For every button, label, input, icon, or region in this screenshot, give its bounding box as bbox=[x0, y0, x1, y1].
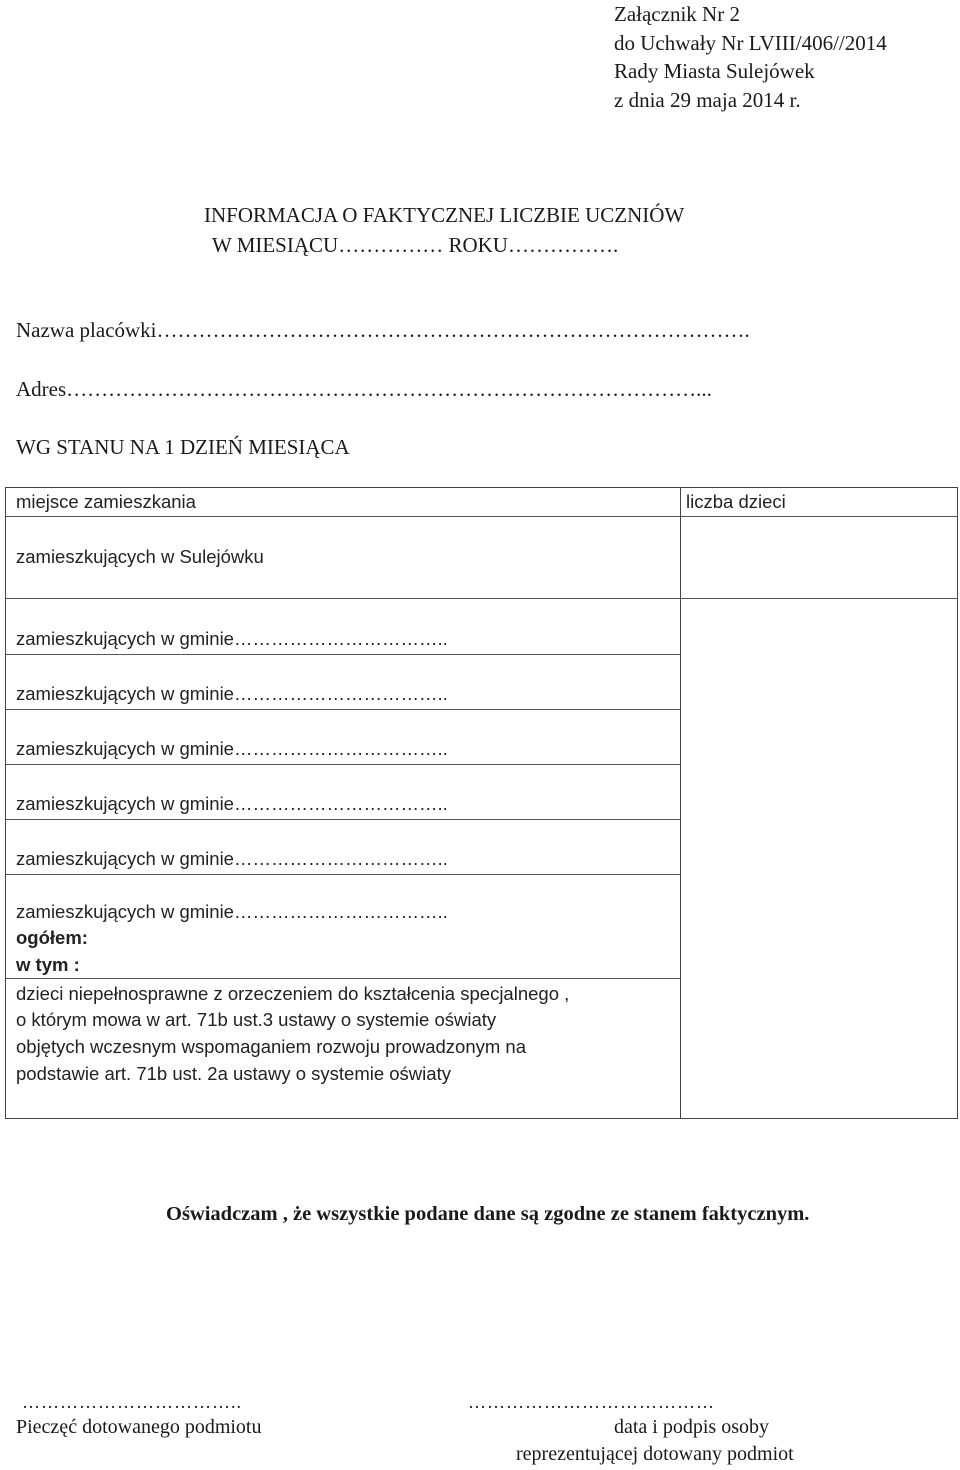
row-sulejowek: zamieszkujących w Sulejówku bbox=[16, 546, 264, 567]
address-field bbox=[16, 377, 712, 402]
row-divider bbox=[6, 709, 680, 710]
row-divider bbox=[6, 819, 680, 820]
institution-name-label: Nazwa placówki bbox=[16, 318, 157, 342]
document-title: INFORMACJA O FAKTYCZNEJ LICZBIE UCZNIÓW bbox=[204, 203, 685, 227]
row-gmina[interactable]: zamieszkujących w gminie…………………………….. bbox=[16, 628, 448, 649]
address-blank[interactable]: ………………………………………………………………………………... bbox=[66, 377, 712, 401]
row-divider bbox=[6, 874, 680, 875]
declaration-statement: Oświadczam , że wszystkie podane dane są zgodne ze stanem faktycznym. bbox=[166, 1203, 810, 1225]
children-count-table bbox=[5, 487, 958, 1119]
annex-number: Załącznik Nr 2 bbox=[614, 2, 740, 26]
early-support-line2: podstawie art. 71b ust. 2a ustawy o systemie oświaty bbox=[16, 1063, 451, 1084]
row-gmina[interactable]: zamieszkujących w gminie…………………………….. bbox=[16, 848, 448, 869]
annex-council: Rady Miasta Sulejówek bbox=[614, 59, 815, 83]
row-divider bbox=[6, 516, 957, 517]
month-blank[interactable]: …………… bbox=[338, 233, 444, 257]
header-children-count: liczba dzieci bbox=[686, 491, 786, 512]
annex-resolution: do Uchwały Nr LVIII/406//2014 bbox=[614, 30, 887, 55]
annex-header bbox=[614, 0, 887, 114]
stamp-label: Pieczęć dotowanego podmiotu bbox=[16, 1416, 262, 1438]
year-blank[interactable]: ……………. bbox=[507, 233, 619, 257]
row-divider bbox=[6, 978, 680, 979]
header-residence: miejsce zamieszkania bbox=[16, 491, 196, 512]
signature-blank[interactable]: ………………………………… bbox=[468, 1392, 715, 1412]
address-label: Adres bbox=[16, 377, 67, 401]
document-subtitle bbox=[212, 233, 618, 258]
institution-name-blank[interactable]: …………………………………………………………………………. bbox=[156, 318, 750, 342]
row-gmina[interactable]: zamieszkujących w gminie…………………………….. bbox=[16, 901, 448, 922]
row-gmina[interactable]: zamieszkujących w gminie…………………………….. bbox=[16, 683, 448, 704]
total-label: ogółem: bbox=[16, 927, 88, 948]
early-support-line1: objętych wczesnym wspomaganiem rozwoju prowadzonym na bbox=[16, 1036, 527, 1057]
section-heading: WG STANU NA 1 DZIEŃ MIESIĄCA bbox=[16, 435, 350, 459]
year-label: ROKU bbox=[443, 233, 508, 257]
row-gmina[interactable]: zamieszkujących w gminie…………………………….. bbox=[16, 738, 448, 759]
signature-label-line1: data i podpis osoby bbox=[614, 1416, 769, 1438]
special-education-line2: o którym mowa w art. 71b ust.3 ustawy o systemie oświaty bbox=[16, 1009, 497, 1030]
including-label: w tym : bbox=[16, 954, 80, 975]
signature-label-line2: reprezentującej dotowany podmiot bbox=[516, 1443, 794, 1465]
special-education-line1: dzieci niepełnosprawne z orzeczeniem do kształcenia specjalnego , bbox=[16, 983, 570, 1004]
row-divider bbox=[6, 598, 957, 599]
row-divider bbox=[6, 764, 680, 765]
stamp-blank[interactable]: …………………………….. bbox=[22, 1392, 242, 1412]
column-divider bbox=[680, 488, 681, 1118]
row-divider bbox=[6, 654, 680, 655]
annex-date: z dnia 29 maja 2014 r. bbox=[614, 87, 801, 112]
institution-name-field bbox=[16, 318, 750, 343]
month-label: W MIESIĄCU bbox=[212, 233, 339, 257]
row-gmina[interactable]: zamieszkujących w gminie…………………………….. bbox=[16, 793, 448, 814]
